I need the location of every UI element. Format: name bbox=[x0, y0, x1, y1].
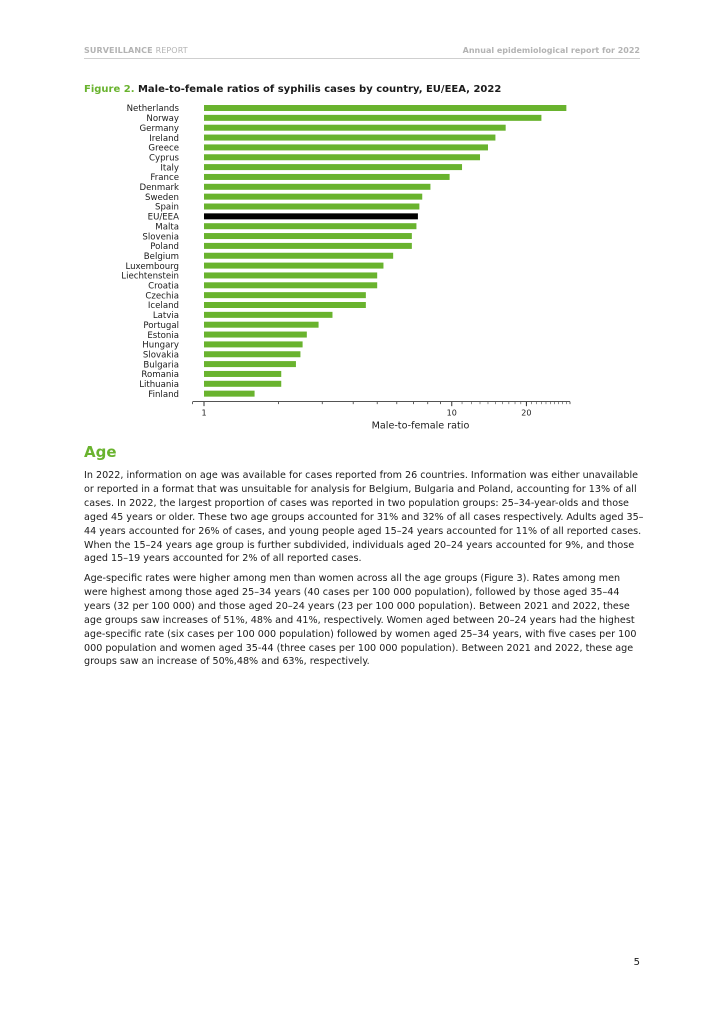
x-axis-title: Male-to-female ratio bbox=[371, 420, 470, 432]
bar bbox=[204, 204, 419, 210]
x-tick-label: 10 bbox=[446, 408, 457, 418]
bar bbox=[204, 282, 377, 288]
category-label: Iceland bbox=[147, 301, 179, 312]
bar bbox=[204, 371, 281, 377]
category-label: Czechia bbox=[145, 291, 179, 302]
category-label: Poland bbox=[150, 242, 179, 253]
bar bbox=[204, 233, 412, 239]
category-label: Cyprus bbox=[149, 153, 179, 164]
category-label: Denmark bbox=[139, 183, 179, 193]
category-label: Slovakia bbox=[142, 350, 179, 361]
bar bbox=[204, 174, 450, 180]
bar-chart bbox=[84, 98, 604, 433]
category-label: Sweden bbox=[145, 192, 179, 203]
bar bbox=[204, 223, 416, 229]
bar bbox=[204, 292, 366, 298]
bar bbox=[204, 322, 319, 328]
bar bbox=[204, 105, 566, 111]
bar bbox=[204, 302, 366, 308]
category-label: Croatia bbox=[148, 281, 179, 292]
report-type bbox=[84, 46, 188, 55]
category-label: Estonia bbox=[147, 330, 179, 341]
running-header bbox=[84, 45, 640, 59]
highlight-bar bbox=[204, 213, 418, 219]
category-label: Norway bbox=[146, 114, 179, 125]
bar bbox=[204, 263, 383, 269]
category-label: Italy bbox=[160, 163, 179, 174]
category-label: Latvia bbox=[152, 311, 179, 322]
category-label: France bbox=[150, 173, 179, 184]
page-number: 5 bbox=[633, 957, 640, 968]
figure-number: Figure 2. bbox=[84, 84, 135, 95]
report-type-light: REPORT bbox=[155, 46, 188, 55]
bar bbox=[204, 125, 506, 131]
bar bbox=[204, 164, 462, 170]
bar bbox=[204, 243, 412, 249]
body-paragraph: In 2022, information on age was available for cases reported from 26 countries. Information was either unavailable or reported in a format that was unsuitable for analysis for Belgium, Bulgaria and Poland, accounting for 13% of all cases. In 2022, the largest proportion of cases was reported in two population groups: 25–34-year-olds and those aged 45 years or older. These two age groups accounted for 31% and 32% of all cases respectively. Adults aged 35–44 years accounted for 26% of cases, and young people aged 15–24 years accounted for 11% of all reported cases. When the 15–24 years age group is further subdivided, individuals aged 20–24 years accounted for 9%, and those aged 15–19 years accounted for 2% of all reported cases. bbox=[84, 470, 644, 565]
category-label: Spain bbox=[154, 202, 179, 213]
bar bbox=[204, 253, 393, 259]
category-label: Lithuania bbox=[139, 380, 179, 390]
bar bbox=[204, 351, 300, 357]
category-label: Netherlands bbox=[126, 104, 179, 115]
x-tick-label: 1 bbox=[201, 408, 207, 418]
figure-caption bbox=[84, 84, 501, 95]
body-paragraph: Age-specific rates were higher among men than women across all the age groups (Figure 3). Rates among men were highest among those aged 25–34 years (40 cases per 100 000 population), followed by those aged 35–44 years (32 per 100 000) and those aged 20–24 years (23 per 100 000 population). Between 2021 and 2022, these age groups saw increases of 51%, 48% and 41%, respectively. Women aged between 20–24 years had the highest age-specific rate (six cases per 100 000 population) followed by women aged 25–34 years, with five cases per 100 000 population and women aged 35-44 (three cases per 100 000 population). Between 2021 and 2022, these age groups saw an increase of 50%,48% and 63%, respectively. bbox=[84, 573, 637, 668]
bar bbox=[204, 154, 480, 160]
category-label: EU/EEA bbox=[147, 212, 179, 223]
category-label: Germany bbox=[139, 123, 179, 134]
bar bbox=[204, 381, 281, 387]
section-heading: Age bbox=[84, 443, 117, 461]
bar bbox=[204, 135, 495, 141]
bar bbox=[204, 312, 332, 318]
category-label: Portugal bbox=[143, 320, 179, 331]
bar bbox=[204, 272, 377, 278]
category-label: Hungary bbox=[142, 340, 179, 351]
category-label: Belgium bbox=[143, 251, 179, 262]
bar bbox=[204, 184, 430, 190]
bar bbox=[204, 332, 307, 338]
category-label: Luxembourg bbox=[125, 261, 179, 272]
category-label: Greece bbox=[148, 143, 179, 154]
bar bbox=[204, 341, 303, 347]
bar bbox=[204, 361, 296, 367]
category-label: Slovenia bbox=[142, 232, 179, 243]
bar bbox=[204, 115, 541, 121]
figure-title: Male-to-female ratios of syphilis cases by country, EU/EEA, 2022 bbox=[137, 84, 502, 95]
bar bbox=[204, 391, 255, 397]
category-label: Liechtenstein bbox=[121, 271, 179, 282]
category-label: Romania bbox=[141, 370, 179, 381]
bar bbox=[204, 194, 422, 200]
category-label: Malta bbox=[155, 222, 179, 233]
category-label: Finland bbox=[148, 389, 179, 400]
report-title: Annual epidemiological report for 2022 bbox=[462, 46, 640, 55]
category-label: Ireland bbox=[149, 133, 179, 144]
bar bbox=[204, 144, 488, 150]
category-label: Bulgaria bbox=[143, 360, 179, 371]
x-tick-label: 20 bbox=[521, 408, 532, 418]
report-type-bold: SURVEILLANCE bbox=[84, 46, 153, 55]
